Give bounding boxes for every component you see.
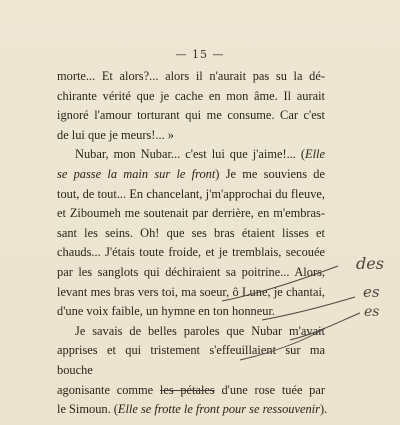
text-line: chauds... J'étais toute froide, et je tremblais, secouée (57, 245, 325, 260)
text-run: agonisante comme (57, 382, 160, 397)
text-line: levant mes bras vers toi, ma soeur, ô Lune, je chantai, (57, 284, 325, 299)
margin-note: es (364, 304, 380, 320)
text-line: apprises et qui tristement s'effeuillaient sur ma bouche (57, 343, 325, 377)
correction-stroke (262, 297, 355, 320)
text-run: ) Je me souviens de (215, 166, 326, 181)
text-run: d'une rose tuée par (214, 382, 325, 397)
text-line: par les sanglots qui déchiraient sa poitrine... Alors, (57, 264, 325, 279)
correction-stroke (222, 266, 338, 301)
margin-note: es (363, 283, 380, 301)
text-line: et Ziboumeh me soutenait par derrière, en m'embras- (57, 206, 325, 221)
text-line: morte... Et alors?... alors il n'aurait pas su la dé- (57, 69, 325, 83)
text-line: de lui que je meurs!... » (57, 127, 174, 142)
text-line: chirante vérité que je cache en mon âme. Il aurait (57, 88, 325, 103)
text-run: le Simoun. ( (57, 402, 118, 417)
struck-text: les pétales (159, 382, 215, 397)
correction-stroke (240, 330, 322, 360)
stage-direction: Elle (305, 147, 325, 162)
correction-stroke (290, 313, 360, 340)
text-line: sant les seins. Oh! que ses bras étaient lisses et (57, 225, 325, 240)
text-line: ignoré l'amour torturant qui me consume. Car c'est (57, 108, 325, 123)
text-line: tout, de tout... En chancelant, j'm'approchai du fleuve, (57, 186, 325, 201)
text-run: Nubar, mon Nubar... c'est lui que j'aime!... ( (75, 147, 306, 162)
text-line: Je savais de belles paroles que Nubar m'avait (75, 323, 325, 338)
page-number: — 15 — (175, 48, 225, 61)
stage-direction: se passe la main sur le front (57, 166, 216, 181)
margin-note: des (356, 254, 384, 273)
text-run: ). (319, 402, 328, 417)
stage-direction: Elle se frotte le front pour se ressouvenir (117, 402, 320, 417)
text-line: d'une voix faible, un hymne en ton honneur. (57, 304, 275, 319)
